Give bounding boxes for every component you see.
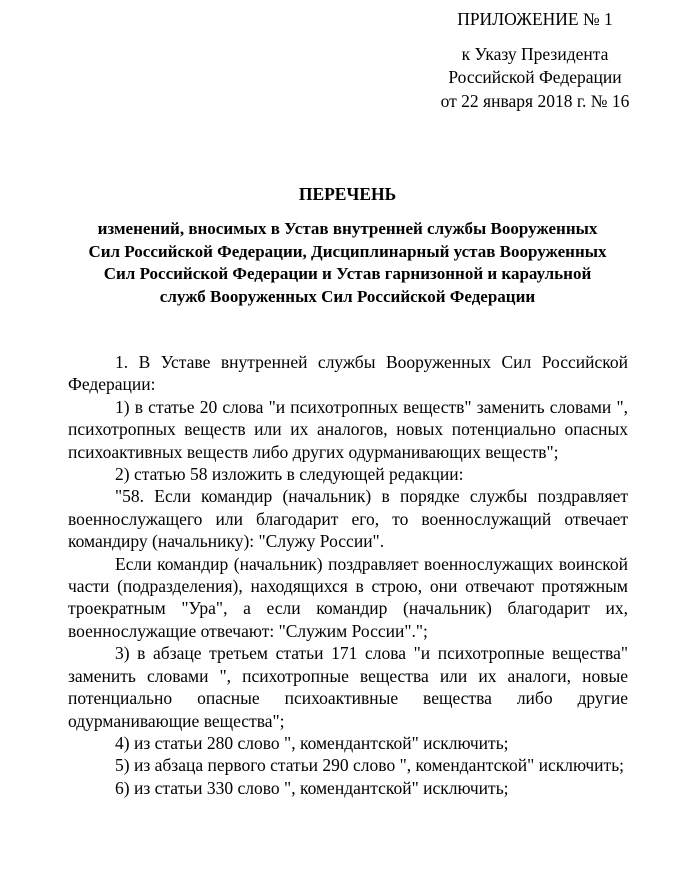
paragraph-1-5: 5) из абзаца первого статьи 290 слово ", комендантской" исключить;	[115, 755, 625, 776]
document-subtitle: изменений, вносимых в Устав внутренней службы Вооруженных Сил Российской Федерации, Дисциплинарный устав Вооруженных Сил Российской Федерации и Устав гарнизонной и караульной служб Вооруженных Сил Российской Федерации	[88, 219, 607, 306]
paragraph-1: 1. В Уставе внутренней службы Вооруженных Сил Российской Федерации:	[68, 352, 628, 395]
appendix-decree-line: к Указу Президента	[461, 43, 609, 64]
paragraph-1-6: 6) из статьи 330 слово ", комендантской" исключить;	[115, 777, 509, 798]
paragraph-article-58-part2: Если командир (начальник) поздравляет военнослужащих воинской части (подразделения), находящихся в строю, они отвечают протяжным троекратным "Ура", а если командир (начальник) благодарит их, военнослужащие отвечают: "Служим России".";	[68, 553, 628, 641]
paragraph-1-1: 1) в статье 20 слова "и психотропных веществ" заменить словами ", психотропных веществ или их аналогов, новых потенциально опасных психоактивных веществ либо других одурманивающих веществ";	[68, 396, 628, 462]
document-title: ПЕРЕЧЕНЬ	[298, 184, 397, 204]
appendix-date-line: от 22 января 2018 г. № 16	[440, 90, 630, 111]
appendix-country-line: Российской Федерации	[448, 67, 622, 87]
document-body	[68, 351, 628, 799]
appendix-number: ПРИЛОЖЕНИЕ № 1	[457, 9, 613, 29]
paragraph-article-58: "58. Если командир (начальник) в порядке службы поздравляет военнослужащего или благодарит его, то военнослужащий отвечает командиру (начальнику): "Служу России".	[68, 486, 628, 552]
paragraph-1-3: 3) в абзаце третьем статьи 171 слова "и психотропные вещества" заменить словами ", психотропные вещества или их аналоги, новые потенциально опасные психоактивные вещества либо другие одурманивающие вещества";	[68, 643, 628, 731]
paragraph-1-2: 2) статью 58 изложить в следующей редакции:	[115, 464, 464, 485]
paragraph-1-4: 4) из статьи 280 слово ", комендантской" исключить;	[115, 732, 509, 753]
appendix-block	[400, 8, 670, 113]
